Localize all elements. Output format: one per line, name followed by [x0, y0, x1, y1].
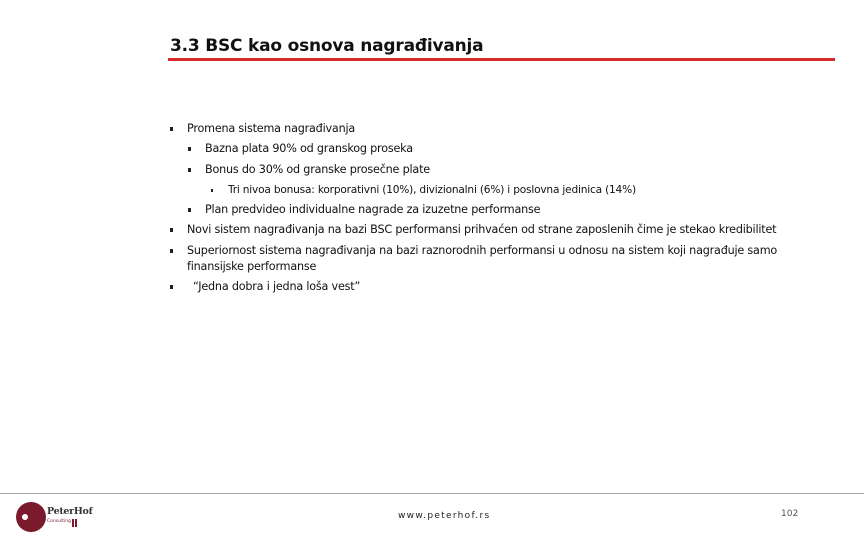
bullet-list — [170, 121, 830, 299]
bullet-icon — [170, 127, 173, 131]
bullet-item — [188, 202, 830, 218]
bullet-text: Promena sistema nagrađivanja — [187, 122, 356, 135]
bullet-text: Plan predvideo individualne nagrade za izuzetne performanse — [205, 203, 541, 217]
bullet-text: Bonus do 30% od granske prosečne plate — [205, 162, 430, 176]
footer-divider — [0, 493, 864, 494]
bullet-item — [211, 182, 830, 198]
bullet-item — [170, 279, 830, 295]
slide-title: 3.3 BSC kao osnova nagrađivanja — [170, 36, 484, 56]
bullet-icon — [188, 147, 191, 151]
bullet-icon — [170, 228, 173, 232]
logo-dot — [22, 514, 28, 520]
bullet-icon — [188, 168, 191, 172]
title-underline — [168, 58, 835, 61]
bullet-item — [170, 222, 830, 238]
logo-subtitle: Consulting — [47, 519, 71, 524]
bullet-item — [170, 121, 830, 137]
bullet-text: Novi sistem nagrađivanja na bazi BSC performansi prihvaćen od strane zaposlenih čime je stekao kredibilitet — [187, 223, 777, 237]
bullet-text: “Jedna dobra i jedna loša vest” — [193, 280, 361, 294]
page-number: 102 — [781, 509, 799, 519]
peterhof-logo — [16, 502, 96, 532]
bullet-icon — [170, 249, 173, 253]
logo-circle-icon — [16, 502, 46, 532]
bullet-icon — [211, 189, 213, 192]
bullet-item — [188, 162, 830, 178]
bullet-icon — [188, 208, 191, 212]
bullet-item — [188, 141, 830, 157]
bullet-item — [170, 243, 830, 275]
footer-url[interactable]: www.peterhof.rs — [398, 511, 491, 521]
bullet-text: Superiornost sistema nagrađivanja na bazi raznorodnih performansi u odnosu na sistem koji nagrađuje samo finansijske performanse — [187, 243, 778, 273]
logo-bars — [72, 519, 74, 527]
bullet-text: Bazna plata 90% od granskog proseka — [205, 142, 413, 156]
logo-name: PeterHof — [47, 506, 93, 517]
bullet-icon — [170, 285, 173, 289]
bullet-text: Tri nivoa bonusa: korporativni (10%), divizionalni (6%) i poslovna jedinica (14%) — [228, 183, 636, 196]
